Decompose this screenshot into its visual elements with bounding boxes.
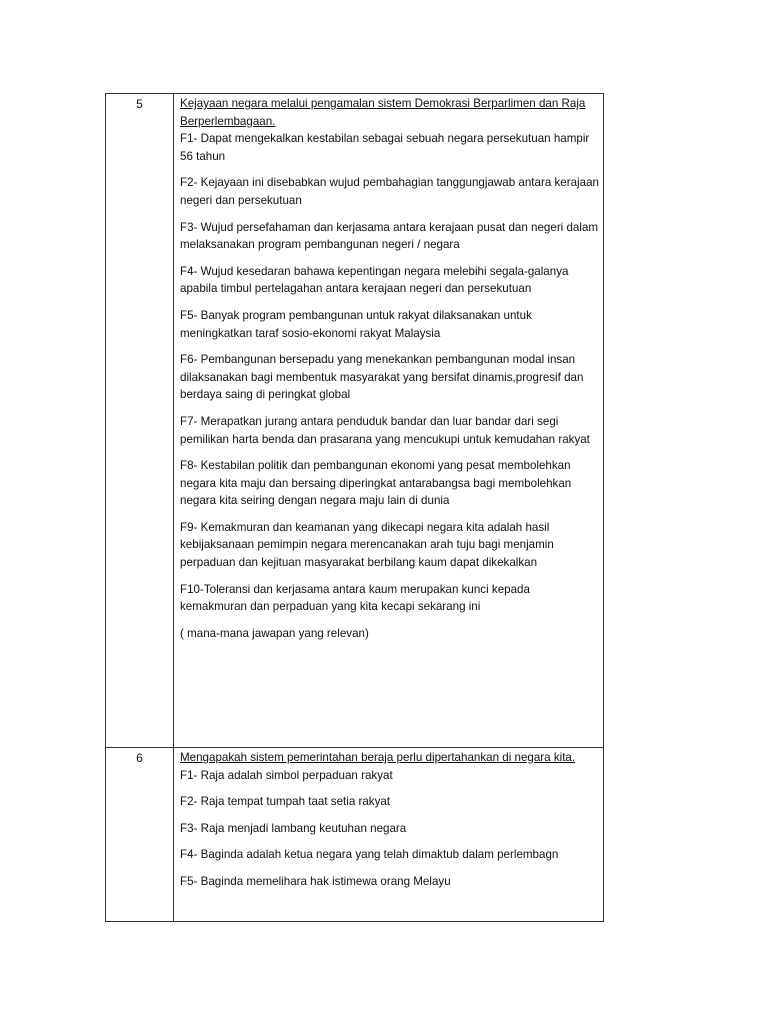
answer-point: F2- Raja tempat tumpah taat setia rakyat — [180, 795, 391, 809]
answer-point: F8- Kestabilan politik dan pembangunan ekonomi yang pesat membolehkan negara kita maju dan bersaing diperingkat antarabangsa bagi membolehkan negara kita seiring dengan negara maju lain di dunia — [180, 459, 572, 508]
answer-point: F3- Raja menjadi lambang keutuhan negara — [180, 821, 407, 835]
answer-table — [105, 93, 604, 922]
answer-point: F2- Kejayaan ini disebabkan wujud pembahagian tanggungjawab antara kerajaan negeri dan persekutuan — [180, 176, 599, 207]
answer-point: F5- Banyak program pembangunan untuk rakyat dilaksanakan untuk meningkatkan taraf sosio-ekonomi rakyat Malaysia — [180, 308, 532, 340]
answer-point: F4- Baginda adalah ketua negara yang telah dimaktub dalam perlembagn — [180, 848, 559, 862]
answer-point: F10-Toleransi dan kerjasama antara kaum merupakan kunci kepada kemakmuran dan perpaduan yang kita kecapi sekarang ini — [180, 582, 530, 614]
answer-point: F9- Kemakmuran dan keamanan yang dikecapi negara kita adalah hasil kebijaksanaan pemimpin negara merencanakan arah tuju bagi menjamin perpaduan dan kejituan masyarakat berbilang kaum dapat dikekalkan — [180, 520, 554, 570]
question-number: 5 — [106, 94, 174, 748]
answer-note: ( mana-mana jawapan yang relevan) — [180, 626, 369, 640]
answer-point: F5- Baginda memelihara hak istimewa orang Melayu — [180, 874, 451, 888]
answer-point: F1- Dapat mengekalkan kestabilan sebagai sebuah negara persekutuan hampir 56 tahun — [180, 132, 590, 163]
table-row-6 — [106, 748, 604, 922]
answer-point: F3- Wujud persefahaman dan kerjasama antara kerajaan pusat dan negeri dalam melaksanakan program pembangunan negeri / negara — [180, 220, 599, 252]
question-heading: Mengapakah sistem pemerintahan beraja perlu dipertahankan di negara kita. — [180, 751, 576, 764]
answer-point: F7- Merapatkan jurang antara penduduk bandar dan luar bandar dari segi pemilikan harta benda dan prasarana yang mencukupi untuk kemudahan rakyat — [180, 414, 590, 446]
answer-point: F1- Raja adalah simbol perpaduan rakyat — [180, 768, 393, 782]
question-number: 6 — [106, 748, 174, 922]
answer-cell — [174, 94, 604, 748]
answer-point: F6- Pembangunan bersepadu yang menekankan pembangunan modal insan dilaksanakan bagi membentuk masyarakat yang bersifat dinamis,progresif dan berdaya saing di peringkat global — [180, 353, 584, 402]
answer-cell — [174, 748, 604, 922]
question-heading: Kejayaan negara melalui pengamalan sistem Demokrasi Berparlimen dan Raja Berperlembagaan. — [180, 97, 586, 128]
table-row-5 — [106, 94, 604, 748]
answer-point: F4- Wujud kesedaran bahawa kepentingan negara melebihi segala-galanya apabila timbul pertelagahan antara kerajaan negeri dan persekutuan — [180, 264, 569, 296]
